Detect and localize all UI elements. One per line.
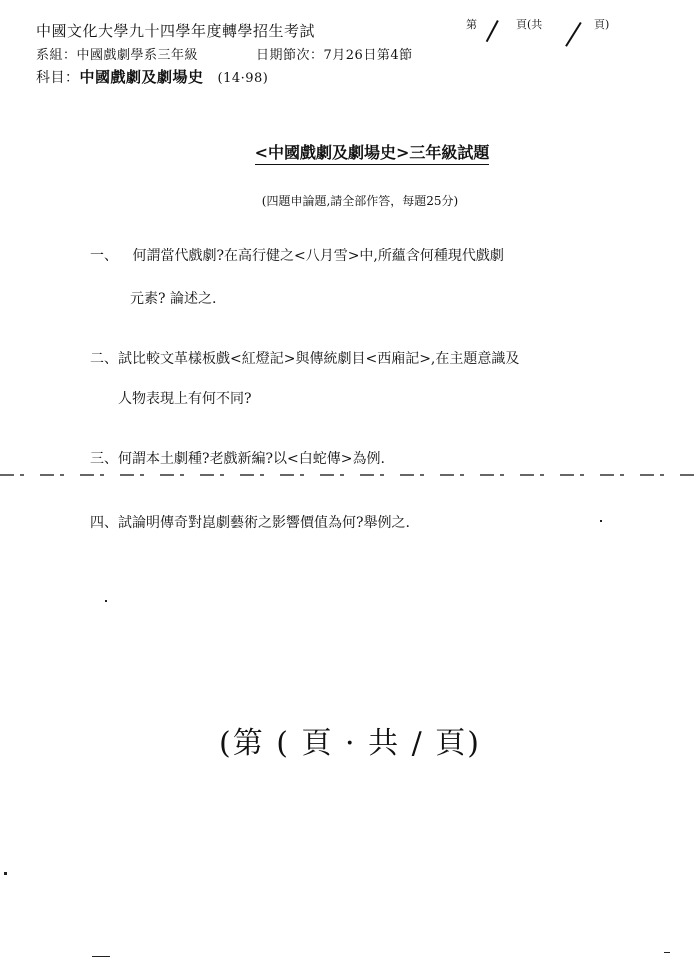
question-number: 二、 (90, 351, 118, 367)
scan-speck (600, 520, 602, 522)
question-2-continued: 人物表現上有何不同? (118, 391, 252, 407)
page-counter-total-label: 頁(共 (516, 18, 543, 31)
question-3 (90, 448, 385, 468)
page-counter-end: 頁) (594, 18, 610, 31)
question-2 (90, 348, 519, 368)
question-number: 一、 (90, 248, 118, 264)
question-1-continued: 元素? 論述之. (130, 291, 217, 307)
handwritten-total-pages (565, 22, 582, 47)
question-text: 何謂當代戲劇?在高行健之<八月雪>中,所蘊含何種現代戲劇 (132, 248, 504, 264)
subject-name: 中國戲劇及劇場史 (79, 68, 204, 86)
handwritten-page-number (486, 20, 499, 42)
question-number: 四、 (90, 515, 118, 531)
exam-instructions: (四題申論題,請全部作答，每題25分) (261, 194, 459, 208)
department: 系組：中國戲劇學系三年級 (36, 48, 199, 63)
scan-speck (105, 600, 107, 602)
footer-page-indicator: (第 ( 頁 · 共 / 頁) (219, 726, 481, 761)
question-text: 何謂本土劇種?老戲新編?以<白蛇傳>為例. (118, 451, 385, 467)
exam-title: 中國文化大學九十四學年度轉學招生考試 (36, 22, 316, 40)
scan-artifact-line (0, 474, 700, 476)
scan-speck (4, 872, 7, 875)
subject-line (36, 66, 268, 87)
exam-heading-text: <中國戲劇及劇場史>三年級試題 (255, 143, 490, 165)
question-4 (90, 512, 410, 532)
scan-speck (92, 956, 110, 957)
question-text: 試論明傳奇對崑劇藝術之影響價值為何?舉例之. (118, 515, 410, 531)
subject-code: (14·98) (217, 71, 269, 86)
subject-label: 科目： (36, 70, 80, 86)
exam-schedule: 日期節次：7月26日第4節 (256, 48, 413, 63)
exam-heading (0, 140, 700, 163)
question-number: 三、 (90, 451, 118, 467)
scan-speck (664, 952, 670, 953)
department-line (36, 44, 413, 63)
question-1 (90, 245, 504, 265)
question-text: 試比較文革樣板戲<紅燈記>與傳統劇目<西廂記>,在主題意識及 (118, 351, 520, 367)
page-counter-label: 第 (466, 18, 477, 31)
